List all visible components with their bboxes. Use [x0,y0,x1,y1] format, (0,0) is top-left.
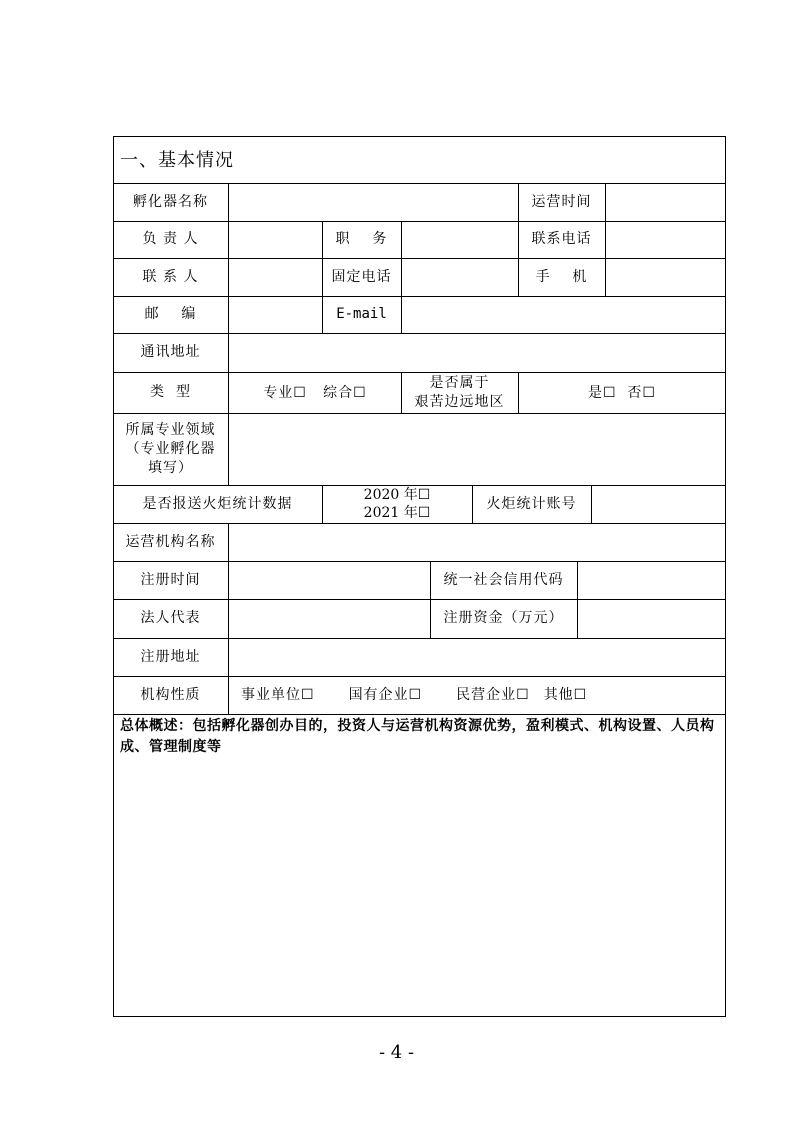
email-field[interactable] [402,297,725,333]
professional-field-label [113,413,228,485]
remote-area-label-line2: 艰苦边远地区 [414,393,505,410]
registered-capital-label: 注册资金（万元） [443,610,564,626]
registered-address-label: 注册地址 [140,648,201,665]
torch-year-checkboxes[interactable] [322,485,472,523]
leader-field[interactable] [229,222,322,258]
contact-phone-label: 联系电话 [531,231,592,247]
incubator-name-label: 孵化器名称 [133,193,208,210]
operating-time-field[interactable] [606,184,725,221]
registration-time-field[interactable] [229,562,430,599]
org-nature-private-checkbox[interactable]: 民营企业☐ [456,687,530,703]
contact-person-label: 联 系 人 [142,268,199,285]
page-number: - 4 - [378,1042,415,1063]
position-field[interactable] [402,222,518,258]
overview-prompt: 总体概述：包括孵化器创办目的，投资人与运营机构资源优势，盈利模式、机构设置、人员构成、管理制度等 [120,718,715,755]
landline-label: 固定电话 [331,268,392,285]
remote-area-label-line1: 是否属于 [429,374,490,391]
registered-capital-field[interactable] [578,600,725,638]
mailing-address-label: 通讯地址 [140,344,201,360]
org-nature-options [229,677,725,714]
position-label: 职 务 [335,231,388,247]
row-divider [113,714,726,715]
legal-rep-label: 法人代表 [140,610,201,626]
postcode-field[interactable] [229,297,322,333]
email-label: E-mail [336,306,387,322]
torch-year-2021-checkbox[interactable]: 2021 年☐ [363,505,431,521]
registration-time-label: 注册时间 [140,571,201,588]
postcode-label: 邮 编 [144,306,197,322]
operator-name-label: 运营机构名称 [125,533,216,550]
torch-account-label: 火炬统计账号 [486,495,577,512]
professional-field-input[interactable] [229,414,725,485]
remote-area-label [401,372,518,413]
leader-label: 负 责 人 [142,231,199,247]
overview-text-area[interactable] [114,760,725,1016]
contact-person-field[interactable] [229,259,322,296]
type-options-checkboxes[interactable]: 专业☐ 综合☐ [263,384,367,401]
professional-field-label-line3: 填写） [148,459,193,476]
credit-code-label: 统一社会信用代码 [443,571,564,588]
incubator-name-field[interactable] [229,184,518,221]
professional-field-label-line2: （专业孵化器 [125,440,216,457]
mailing-address-field[interactable] [229,334,725,372]
mobile-label: 手 机 [535,268,588,285]
org-nature-state-owned-checkbox[interactable]: 国有企业☐ [348,687,423,703]
contact-phone-field[interactable] [606,222,725,258]
landline-field[interactable] [402,259,518,296]
torch-year-2020-checkbox[interactable]: 2020 年☐ [363,487,431,503]
mobile-field[interactable] [606,259,725,296]
legal-rep-field[interactable] [229,600,430,638]
credit-code-field[interactable] [578,562,725,599]
torch-account-field[interactable] [592,486,725,523]
professional-field-label-line1: 所属专业领域 [125,421,216,438]
torch-report-label: 是否报送火炬统计数据 [142,495,293,512]
org-nature-public-institution-checkbox[interactable]: 事业单位☐ [241,687,315,703]
registered-address-field[interactable] [229,639,725,676]
remote-area-options-checkboxes[interactable]: 是☐ 否☐ [587,384,656,401]
org-nature-label: 机构性质 [140,686,201,703]
section-title: 一、基本情况 [120,150,234,171]
type-label: 类 型 [150,384,191,400]
org-nature-other-checkbox[interactable]: 其他☐ [543,687,588,703]
operating-time-label: 运营时间 [531,193,592,210]
operator-name-field[interactable] [229,524,725,561]
